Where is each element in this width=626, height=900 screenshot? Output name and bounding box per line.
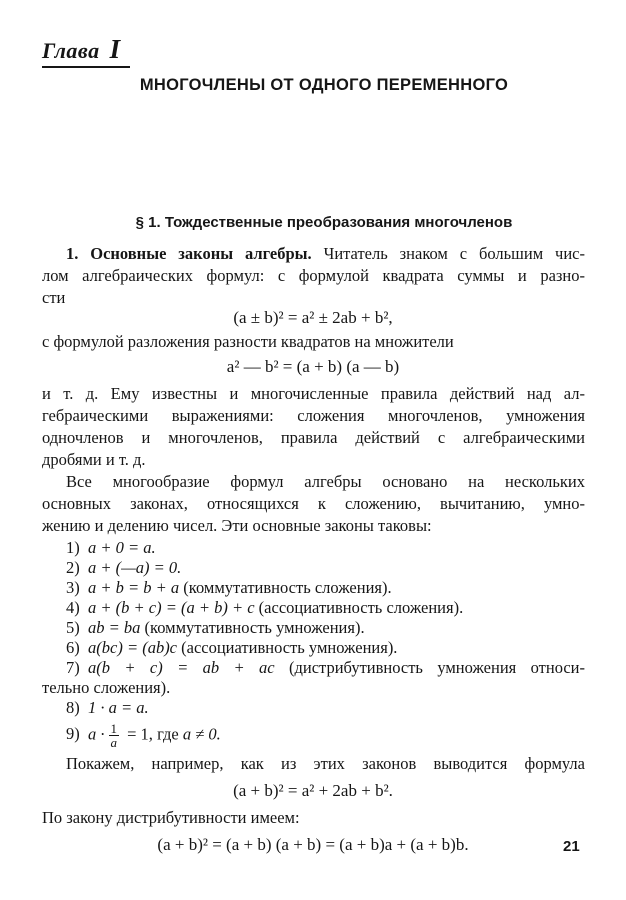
- law-expression: a(bc) = (ab)c: [88, 638, 178, 657]
- page-number: 21: [563, 838, 580, 855]
- law-expression: ab = ba: [88, 618, 141, 637]
- law-number: 8): [66, 698, 80, 717]
- law-item: [66, 618, 365, 638]
- law-where: где: [157, 724, 179, 744]
- law-expression: a + 0 = a.: [88, 538, 156, 557]
- paragraph-line: с формулой разложения разности квадратов на множители: [42, 332, 454, 351]
- law-continuation: тельно сложения).: [42, 678, 171, 697]
- chapter-title: МНОГОЧЛЕНЫ ОТ ОДНОГО ПЕРЕМЕННОГО: [139, 76, 509, 94]
- paragraph-line: [66, 244, 585, 264]
- fraction-denominator: a: [110, 735, 117, 750]
- law-expression: a + b = b + a: [88, 578, 180, 597]
- law-note: (коммутативность сложения).: [183, 578, 392, 597]
- fraction-numerator: 1: [110, 721, 117, 736]
- law-item: [66, 538, 156, 558]
- paragraph-line: сти: [42, 288, 66, 307]
- law-expression: a + (—a) = 0.: [88, 558, 182, 577]
- chapter-numeral: I: [109, 34, 121, 64]
- paragraph-line: Покажем, например, как из этих законов выводится формула: [66, 754, 585, 773]
- formula-distributive-derivation: (a + b)² = (a + b) (a + b) = (a + b)a + (a + b)b.: [157, 835, 469, 854]
- law-expression: a + (b + c) = (a + b) + c: [88, 598, 255, 617]
- law-item: [66, 658, 585, 678]
- formula-difference-squares: a² — b² = (a + b) (a — b): [226, 357, 400, 376]
- subsection-title: 1. Основные законы алгебры.: [66, 244, 312, 263]
- law-number: 2): [66, 558, 80, 577]
- law-number: 3): [66, 578, 80, 597]
- law-number: 5): [66, 618, 80, 637]
- law-note: (ассоциативность умножения).: [181, 638, 398, 657]
- law-expression: a(b + c) = ab + ac: [88, 658, 275, 677]
- law-number: 6): [66, 638, 80, 657]
- paragraph-line: Все многообразие формул алгебры основано на нескольких: [66, 472, 585, 491]
- law-note: (ассоциативность сложения).: [258, 598, 464, 617]
- fraction: [109, 722, 120, 749]
- law-item: [66, 698, 149, 718]
- chapter-label: [42, 34, 121, 65]
- paragraph-line: одночленов и многочленов, правила действий с алгебраическими: [42, 428, 585, 447]
- law-item: [66, 578, 392, 598]
- paragraph-line: лом алгебраических формул: с формулой квадрата суммы и разно-: [42, 266, 585, 285]
- law-number: 4): [66, 598, 80, 617]
- law-expression: a ·: [88, 724, 105, 744]
- law-item: [66, 598, 463, 618]
- line-text: Читатель знаком с большим чис-: [323, 244, 585, 263]
- law-note: (дистрибутивность умножения относи-: [289, 658, 586, 677]
- formula-square-expansion: (a + b)² = a² + 2ab + b².: [233, 781, 393, 800]
- law-item: [66, 638, 397, 658]
- law-number: 7): [66, 658, 80, 677]
- paragraph-line: основных законах, относящихся к сложению, вычитанию, умно-: [42, 494, 585, 513]
- paragraph-line: дробями и т. д.: [42, 450, 146, 469]
- law-item: [66, 722, 221, 749]
- paragraph-line: и т. д. Ему известны и многочисленные правила действий над ал-: [42, 384, 585, 403]
- law-number: 1): [66, 538, 80, 557]
- law-number: 9): [66, 724, 80, 744]
- law-item: [66, 558, 181, 578]
- law-note: (коммутативность умножения).: [144, 618, 365, 637]
- chapter-word: Глава: [42, 38, 100, 63]
- law-expression-rest: = 1,: [127, 724, 153, 744]
- chapter-underline: [42, 66, 130, 68]
- paragraph-line: гебраическими выражениями: сложения многочленов, умножения: [42, 406, 585, 425]
- law-expression: 1 · a = a.: [88, 698, 149, 717]
- section-title: § 1. Тождественные преобразования многочленов: [135, 214, 513, 231]
- paragraph-line: жению и делению чисел. Эти основные законы таковы:: [42, 516, 432, 535]
- formula-square-sum: (a ± b)² = a² ± 2ab + b²,: [233, 308, 393, 327]
- law-condition: a ≠ 0.: [182, 724, 221, 744]
- paragraph-line: По закону дистрибутивности имеем:: [42, 808, 300, 827]
